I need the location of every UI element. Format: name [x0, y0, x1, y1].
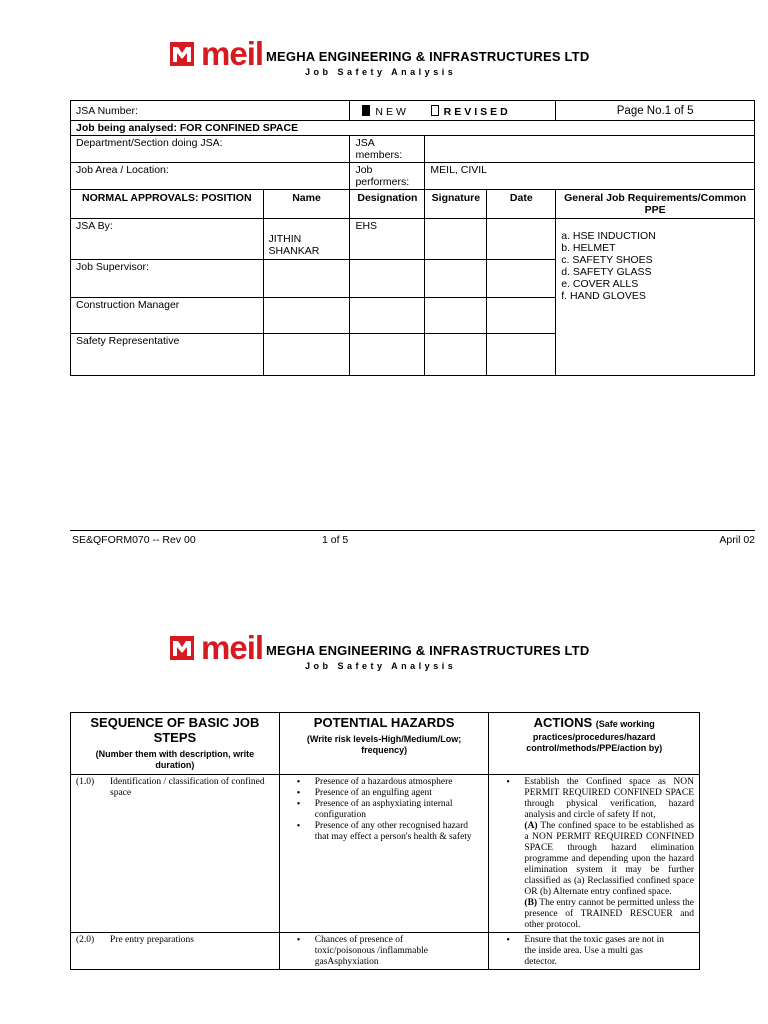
ppe-item: a. HSE INDUCTION	[561, 230, 656, 242]
job-performers-value: MEIL, CIVIL	[425, 163, 755, 190]
ppe-item: d. SAFETY GLASS	[561, 266, 652, 278]
header-date: Date	[487, 190, 556, 219]
meil-logo-icon	[170, 636, 194, 660]
row-name	[263, 334, 350, 376]
ppe-item: f. HAND GLOVES	[561, 290, 646, 302]
hazards-cell	[279, 933, 489, 970]
job-area-label: Job Area / Location:	[71, 163, 350, 190]
actions-inline: (Safe working	[595, 719, 655, 729]
row-designation: EHS	[350, 219, 425, 260]
new-label: NEW	[375, 106, 409, 118]
hazard-item: • Chances of presence of toxic/poisonous /inflammable gasAsphyxiation	[315, 935, 444, 968]
ppe-list	[556, 219, 755, 376]
form-number: SE&QFORM070 -- Rev 00	[72, 534, 196, 546]
step-cell	[71, 933, 280, 970]
row-date	[487, 334, 556, 376]
hazards-title: POTENTIAL HAZARDS	[313, 715, 455, 730]
actions-column-header	[489, 713, 700, 775]
logo-wordmark: meil	[201, 35, 264, 72]
row-date	[487, 298, 556, 334]
ppe-item: e. COVER ALLS	[561, 278, 639, 290]
hazard-item: • Presence of any other recognised hazard that may effect a person's health & safety	[315, 821, 484, 843]
action-item: • Ensure that the toxic gases are not in the inside area. Use a multi gas detector.	[524, 935, 674, 968]
page1-header	[0, 36, 768, 96]
row-name	[263, 260, 350, 298]
row-signature	[425, 334, 487, 376]
page2-header	[0, 630, 768, 690]
document-subtitle: Job Safety Analysis	[305, 661, 457, 671]
row-signature	[425, 298, 487, 334]
hazards-column-header	[279, 713, 489, 775]
row-name: JITHIN SHANKAR	[263, 219, 350, 260]
step-text: Pre entry preparations	[110, 935, 194, 945]
step-number: (2.0)	[76, 935, 95, 945]
new-checkbox[interactable]	[362, 105, 370, 116]
action-list	[494, 935, 694, 968]
hazard-list	[285, 777, 484, 843]
action-list	[494, 777, 694, 931]
header-requirements: General Job Requirements/Common PPE	[556, 190, 755, 219]
row-name	[263, 298, 350, 334]
row-signature	[425, 260, 487, 298]
ppe-item: b. HELMET	[561, 242, 616, 254]
department-label: Department/Section doing JSA:	[71, 136, 350, 163]
hazard-item: • Presence of an engulfing agent	[315, 788, 484, 799]
header-signature: Signature	[425, 190, 487, 219]
actions-cell	[489, 775, 700, 933]
step-number: (1.0)	[76, 777, 95, 787]
job-performers-label: Job performers:	[350, 163, 425, 190]
ppe-item: c. SAFETY SHOES	[561, 254, 653, 266]
revision-status	[350, 101, 556, 121]
jsa-members-label: JSA members:	[350, 136, 425, 163]
steps-column-header	[71, 713, 280, 775]
footer-page: 1 of 5	[322, 534, 349, 546]
hazard-item: • Presence of a hazardous atmosphere	[315, 777, 484, 788]
header-position: NORMAL APPROVALS: POSITION	[71, 190, 264, 219]
step-cell	[71, 775, 280, 933]
footer-date: April 02	[719, 534, 755, 546]
actions-title: ACTIONS	[533, 715, 593, 730]
hazards-subtitle: (Write risk levels-High/Medium/Low; frequency)	[306, 734, 462, 755]
hazard-item: • Presence of an asphyxiating internal configuration	[315, 799, 484, 821]
page-number: Page No.1 of 5	[556, 101, 755, 121]
logo-wordmark: meil	[201, 629, 264, 666]
hazards-cell	[279, 775, 489, 933]
actions-cell	[489, 933, 700, 970]
action-b-label: (B)	[524, 898, 538, 908]
steps-title: SEQUENCE OF BASIC JOB STEPS	[90, 715, 260, 745]
row-position: JSA By:	[71, 219, 264, 260]
action-b-text: The entry cannot be permitted unless the presence of TRAINED RESCUER and other protocol.	[524, 898, 694, 930]
row-designation	[350, 298, 425, 334]
job-analysed: Job being analysed: FOR CONFINED SPACE	[71, 121, 755, 136]
row-designation	[350, 260, 425, 298]
action-a-label: (A)	[524, 821, 538, 831]
company-name: MEGHA ENGINEERING & INFRASTRUCTURES LTD	[266, 49, 590, 64]
actions-subtitle: practices/procedures/hazard control/methods/PPE/action by)	[526, 732, 663, 753]
jsa-steps-table	[70, 712, 700, 970]
header-designation: Designation	[350, 190, 425, 219]
row-designation	[350, 334, 425, 376]
hazard-list	[285, 935, 484, 968]
row-position: Safety Representative	[71, 334, 264, 376]
revised-checkbox[interactable]	[431, 105, 439, 116]
jsa-approval-table	[70, 100, 755, 376]
meil-logo-icon	[170, 42, 194, 66]
row-date	[487, 219, 556, 260]
revised-label: REVISED	[443, 106, 511, 118]
jsa-members-value	[425, 136, 755, 163]
jsa-number-label: JSA Number:	[71, 101, 350, 121]
company-name: MEGHA ENGINEERING & INFRASTRUCTURES LTD	[266, 643, 590, 658]
row-signature	[425, 219, 487, 260]
document-subtitle: Job Safety Analysis	[305, 67, 457, 77]
action-item: Establish the Confined space as NON PERMIT REQUIRED CONFINED SPACE through physical verification, hazard analysis and circle of safety If not,	[524, 777, 694, 820]
row-position: Construction Manager	[71, 298, 264, 334]
step-text: Identification / classification of confined space	[110, 777, 265, 798]
page1-footer	[70, 530, 755, 550]
steps-subtitle: (Number them with description, write duration)	[95, 749, 255, 770]
action-a-text: The confined space to be established as a NON PERMIT REQUIRED CONFINED SPACE through hazard elimination programme and depending upon the hazard elimination system it may be further classified as (a) Reclassified confined space OR (b) Alternate entry confined space.	[524, 821, 694, 897]
row-date	[487, 260, 556, 298]
header-name: Name	[263, 190, 350, 219]
row-position: Job Supervisor:	[71, 260, 264, 298]
